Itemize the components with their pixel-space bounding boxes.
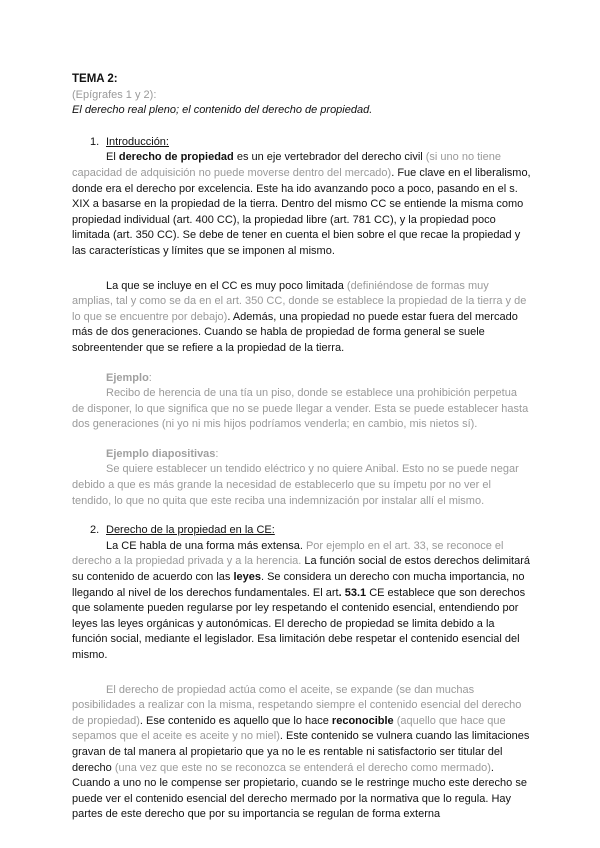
section-1-number: 1.: [90, 135, 100, 148]
section-2-heading: [72, 523, 532, 539]
example-1-label: Ejemplo:: [106, 371, 152, 384]
section-2-number: 2.: [90, 524, 100, 537]
example-2: [72, 447, 532, 509]
section-2-paragraph-1: La CE habla de una forma más extensa. Por ejemplo en el art. 33, se reconoce el derecho a la propiedad privada y a la herencia. La función social de estos derechos delimitará su contenido de acuerdo con las leyes. Se considera un derecho con mucha importancia, no llegando al nivel de los derechos fundamentales. El art. 53.1 CE establece que son derechos que solamente pueden regularse por ley respetando el contenido esencial, entendiendo por leyes las leyes orgánicas y autonómicas. El derecho de propiedad se limita debido a la función social, mediante el legislador. Esa limitación debe respetar el contenido esencial del mismo.: [72, 539, 531, 661]
example-1-text: Recibo de herencia de una tía un piso, donde se establece una prohibición perpetua de disponer, lo que significa que no se puede llegar a vender. Esta se puede establecer hasta dos generaciones (ni yo ni mis hijos podríamos venderla; en cambio, mis nietos sí).: [72, 387, 529, 431]
section-2-title: Derecho de la propiedad en la CE:: [106, 524, 275, 537]
section-2-paragraph-2: El derecho de propiedad actúa como el aceite, se expande (se dan muchas posibilidades a realizar con la misma, respetando siempre el contenido esencial del derecho de propiedad). Ese contenido es aquello que lo hace reconocible (aquello que hace que sepamos que el aceite es aceite y no miel). Este contenido se vulnera cuando las limitaciones gravan de tal manera al propietario que ya no le es rentable ni satisfactorio ser titular del derecho (una vez que este no se reconozca se entenderá el derecho como mermado). Cuando a uno no le compense ser propietario, cuando se le restringe mucho este derecho se puede ver el contenido esencial del derecho mermado por la normativa que lo regula. Hay partes de este derecho que por su importancia se regulan de forma externa: [72, 683, 530, 821]
example-2-text: Se quiere establecer un tendido eléctrico y no quiere Anibal. Esto no se puede negar debido a que es más grande la necesidad de establecerlo que su ímpetu por no ver el tendido, lo que no quita que este reciba una indemnización por instalar allí el mismo.: [72, 463, 519, 507]
example-1: [72, 371, 532, 433]
document-subtitle: El derecho real pleno; el contenido del derecho de propiedad.: [72, 104, 373, 117]
section-1-paragraph-2: La que se incluye en el CC es muy poco limitada (definiéndose de formas muy amplias, tal y como se da en el art. 350 CC, donde se establece la propiedad de la tierra y de lo que se encuentre por debajo). Además, una propiedad no puede estar fuera del mercado más de dos generaciones. Cuando se habla de propiedad de forma general se suele sobreentender que se refiere a la propiedad de la tierra.: [72, 279, 527, 354]
section-1-heading: [72, 135, 532, 151]
example-2-label: Ejemplo diapositivas:: [106, 447, 219, 460]
section-1-paragraph-1: El derecho de propiedad es un eje vertebrador del derecho civil (si uno no tiene capacidad de adquisición no puede moverse dentro del mercado). Fue clave en el liberalismo, donde era el derecho por excelencia. Este ha ido avanzando poco a poco, pasando en el s. XIX a basarse en la propiedad de la tierra. Dentro del mismo CC se entiende la misma como propiedad individual (art. 400 CC), la propiedad libre (art. 781 CC), y la propiedad poco limitada (art. 350 CC). Se debe de tener en cuenta el bien sobre el que recae la propiedad y las características y límites que se imponen al mismo.: [72, 151, 531, 257]
section-1-title: Introducción:: [106, 135, 169, 148]
epigrafes-note: (Epígrafes 1 y 2):: [72, 88, 157, 101]
tema-title: TEMA 2:: [72, 73, 118, 85]
document-page: [72, 72, 532, 823]
